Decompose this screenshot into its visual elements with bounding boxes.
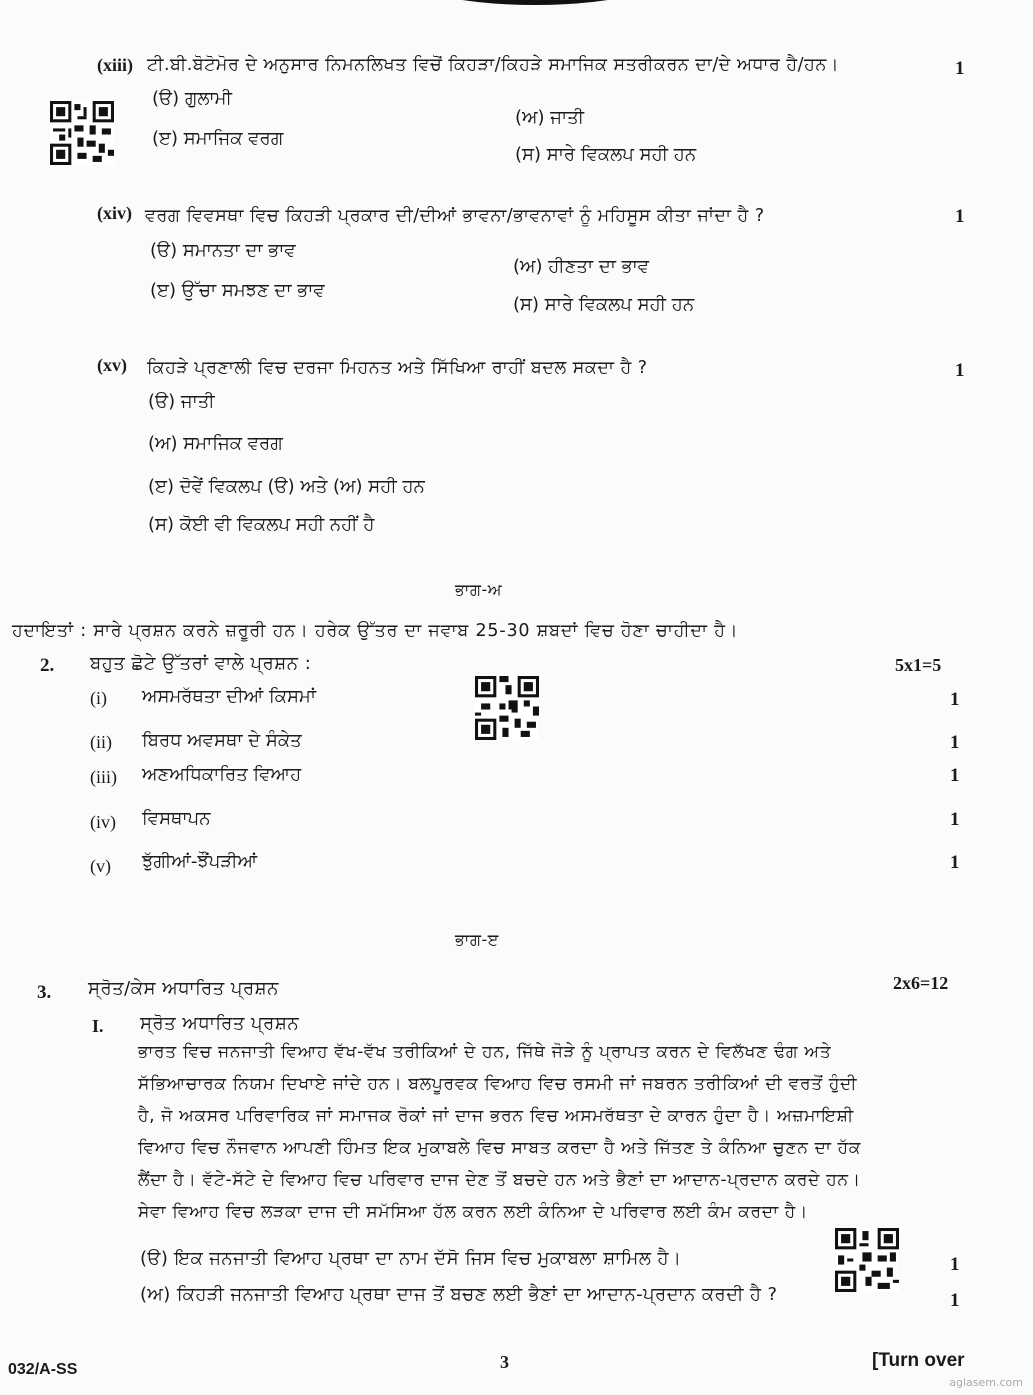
q3-sub-number: I. [92,1016,104,1036]
q14-number: (xiv) [97,203,132,223]
q13-marks: 1 [955,58,965,79]
q13-text: ਟੀ.ਬੀ.ਬੋਟੋਮੋਰ ਦੇ ਅਨੁਸਾਰ ਨਿਮਨਲਿਖਤ ਵਿਚੋਂ ਕਿਹੜਾ/ਕਿਹੜੇ ਸਮਾਜਿਕ ਸਤਰੀਕਰਨ ਦਾ/ਦੇ ਅਧਾਰ ਹੈ/ਹਨ। [147,55,840,75]
q15-option-b: (ਅ) ਸਮਾਜਿਕ ਵਰਗ [148,433,283,454]
section-c-title: ਭਾਗ-ੲ [455,930,499,949]
q15-option-a: (ੳ) ਜਾਤੀ [148,391,215,412]
q2-item-5-marks: 1 [950,852,960,873]
q3-title: ਸ੍ਰੋਤ/ਕੇਸ ਅਧਾਰਿਤ ਪ੍ਰਸ਼ਨ [88,978,279,999]
q2-item-3-text: ਅਣਅਧਿਕਾਰਿਤ ਵਿਆਹ [142,764,302,785]
q3-question-a-marks: 1 [950,1254,960,1275]
q2-item-3-marks: 1 [950,765,960,786]
passage-line-6: ਸੇਵਾ ਵਿਆਹ ਵਿਚ ਲੜਕਾ ਦਾਜ ਦੀ ਸਮੱਸਿਆ ਹੱਲ ਕਰਨ ਲਈ ਕੰਨਿਆ ਦੇ ਪਰਿਵਾਰ ਲਈ ਕੰਮ ਕਰਦਾ ਹੈ। [138,1202,809,1222]
q13-option-d: (ਸ) ਸਾਰੇ ਵਿਕਲਪ ਸਹੀ ਹਨ [515,144,697,165]
q13-option-b: (ਅ) ਜਾਤੀ [515,107,585,128]
q3-question-a: (ੳ) ਇਕ ਜਨਜਾਤੀ ਵਿਆਹ ਪ੍ਰਥਾ ਦਾ ਨਾਮ ਦੱਸੋ ਜਿਸ ਵਿਚ ਮੁਕਾਬਲਾ ਸ਼ਾਮਿਲ ਹੈ। [140,1248,682,1269]
q14-marks: 1 [955,206,965,227]
q2-item-1-marks: 1 [950,689,960,710]
paper-code: 032/A-SS [8,1361,78,1378]
q2-item-1-text: ਅਸਮਰੱਥਤਾ ਦੀਆਂ ਕਿਸਮਾਂ [142,686,316,707]
watermark: aglasem.com [949,1376,1023,1389]
q2-item-3-number: (iii) [90,767,117,787]
q13-option-a: (ੳ) ਗੁਲਾਮੀ [152,88,232,109]
q2-item-5-number: (v) [90,856,111,876]
passage-line-3: ਹੈ, ਜੋ ਅਕਸਰ ਪਰਿਵਾਰਿਕ ਜਾਂ ਸਮਾਜਕ ਰੋਕਾਂ ਜਾਂ ਦਾਜ ਭਰਨ ਵਿਚ ਅਸਮਰੱਥਤਾ ਦੇ ਕਾਰਨ ਹੁੰਦਾ ਹੈ। ਅਜ਼ਮਾਇਸ਼ੀ [138,1106,854,1126]
q14-text: ਵਰਗ ਵਿਵਸਥਾ ਵਿਚ ਕਿਹੜੀ ਪ੍ਰਕਾਰ ਦੀ/ਦੀਆਂ ਭਾਵਨਾ/ਭਾਵਨਾਵਾਂ ਨੂੰ ਮਹਿਸੂਸ ਕੀਤਾ ਜਾਂਦਾ ਹੈ ? [145,206,765,226]
q13-option-c: (ੲ) ਸਮਾਜਿਕ ਵਰਗ [152,128,284,149]
q2-item-1-number: (i) [90,688,107,708]
q3-marks: 2x6=12 [893,973,949,993]
q15-option-d: (ਸ) ਕੋਈ ਵੀ ਵਿਕਲਪ ਸਹੀ ਨਹੀਂ ਹੈ [148,514,375,535]
q2-title: ਬਹੁਤ ਛੋਟੇ ਉੱਤਰਾਂ ਵਾਲੇ ਪ੍ਰਸ਼ਨ : [90,653,312,674]
q14-option-c: (ੲ) ਉੱਚਾ ਸਮਝਣ ਦਾ ਭਾਵ [150,280,325,301]
passage-line-5: ਲੈਂਦਾ ਹੈ। ਵੱਟੇ-ਸੱਟੇ ਦੇ ਵਿਆਹ ਵਿਚ ਪਰਿਵਾਰ ਦਾਜ ਦੇਣ ਤੋਂ ਬਚਦੇ ਹਨ ਅਤੇ ਭੈਣਾਂ ਦਾ ਆਦਾਨ-ਪ੍ਰਦਾਨ ਕਰਦੇ ਹਨ। [138,1170,861,1190]
q14-option-a: (ੳ) ਸਮਾਨਤਾ ਦਾ ਭਾਵ [150,240,296,261]
passage-line-2: ਸੱਭਿਆਚਾਰਕ ਨਿਯਮ ਦਿਖਾਏ ਜਾਂਦੇ ਹਨ। ਬਲਪੂਰਵਕ ਵਿਆਹ ਵਿਚ ਰਸਮੀ ਜਾਂ ਜਬਰਨ ਤਰੀਕਿਆਂ ਦੀ ਵਰਤੋਂ ਹੁੰਦੀ [138,1074,858,1094]
section-b-title: ਭਾਗ-ਅ [455,580,503,599]
qr-code-2 [475,675,539,741]
q15-option-c: (ੲ) ਦੋਵੇਂ ਵਿਕਲਪ (ੳ) ਅਤੇ (ਅ) ਸਹੀ ਹਨ [148,476,425,497]
q2-item-5-text: ਝੁੱਗੀਆਂ-ਝੌਂਪੜੀਆਂ [142,851,258,872]
q15-marks: 1 [955,360,965,381]
q2-item-2-marks: 1 [950,732,960,753]
q2-item-4-text: ਵਿਸਥਾਪਨ [142,808,211,829]
passage-line-1: ਭਾਰਤ ਵਿਚ ਜਨਜਾਤੀ ਵਿਆਹ ਵੱਖ-ਵੱਖ ਤਰੀਕਿਆਂ ਦੇ ਹਨ, ਜਿੱਥੇ ਜੋੜੇ ਨੂੰ ਪ੍ਰਾਪਤ ਕਰਨ ਦੇ ਵਿਲੱਖਣ ਢੰਗ ਅਤੇ [138,1042,832,1062]
q2-item-2-text: ਬਿਰਧ ਅਵਸਥਾ ਦੇ ਸੰਕੇਤ [142,730,302,751]
q3-question-b-marks: 1 [950,1290,960,1311]
section-b-instructions: ਹਦਾਇਤਾਂ : ਸਾਰੇ ਪ੍ਰਸ਼ਨ ਕਰਨੇ ਜ਼ਰੂਰੀ ਹਨ। ਹਰੇਕ ਉੱਤਰ ਦਾ ਜਵਾਬ 25-30 ਸ਼ਬਦਾਂ ਵਿਚ ਹੋਣਾ ਚਾਹੀਦਾ ਹੈ। [12,621,739,641]
q2-item-2-number: (ii) [90,732,112,752]
q13-number: (xiii) [97,55,133,75]
q15-number: (xv) [97,355,127,375]
q14-option-d: (ਸ) ਸਾਰੇ ਵਿਕਲਪ ਸਹੀ ਹਨ [513,294,695,315]
q2-marks: 5x1=5 [895,655,942,675]
q3-question-b: (ਅ) ਕਿਹੜੀ ਜਨਜਾਤੀ ਵਿਆਹ ਪ੍ਰਥਾ ਦਾਜ ਤੋਂ ਬਚਣ ਲਈ ਭੈਣਾਂ ਦਾ ਆਦਾਨ-ਪ੍ਰਦਾਨ ਕਰਦੀ ਹੈ ? [140,1284,778,1305]
q3-sub-title: ਸ੍ਰੋਤ ਅਧਾਰਿਤ ਪ੍ਰਸ਼ਨ [140,1013,300,1034]
qr-code-1 [50,100,114,166]
q3-number: 3. [37,982,52,1003]
turn-over-label: [Turn over [872,1350,965,1371]
q2-number: 2. [40,655,55,676]
top-edge-mark [385,0,685,5]
qr-code-3 [835,1227,899,1293]
q15-text: ਕਿਹੜੇ ਪ੍ਰਣਾਲੀ ਵਿਚ ਦਰਜਾ ਮਿਹਨਤ ਅਤੇ ਸਿੱਖਿਆ ਰਾਹੀਂ ਬਦਲ ਸਕਦਾ ਹੈ ? [147,358,648,378]
q14-option-b: (ਅ) ਹੀਣਤਾ ਦਾ ਭਾਵ [513,256,650,277]
q2-item-4-number: (iv) [90,812,116,832]
passage-line-4: ਵਿਆਹ ਵਿਚ ਨੌਜਵਾਨ ਆਪਣੀ ਹਿੰਮਤ ਇਕ ਮੁਕਾਬਲੇ ਵਿਚ ਸਾਬਤ ਕਰਦਾ ਹੈ ਅਤੇ ਜਿੱਤਣ ਤੇ ਕੰਨਿਆ ਚੁਣਨ ਦਾ ਹੱਕ [138,1138,862,1158]
q2-item-4-marks: 1 [950,809,960,830]
page-number: 3 [500,1352,509,1372]
